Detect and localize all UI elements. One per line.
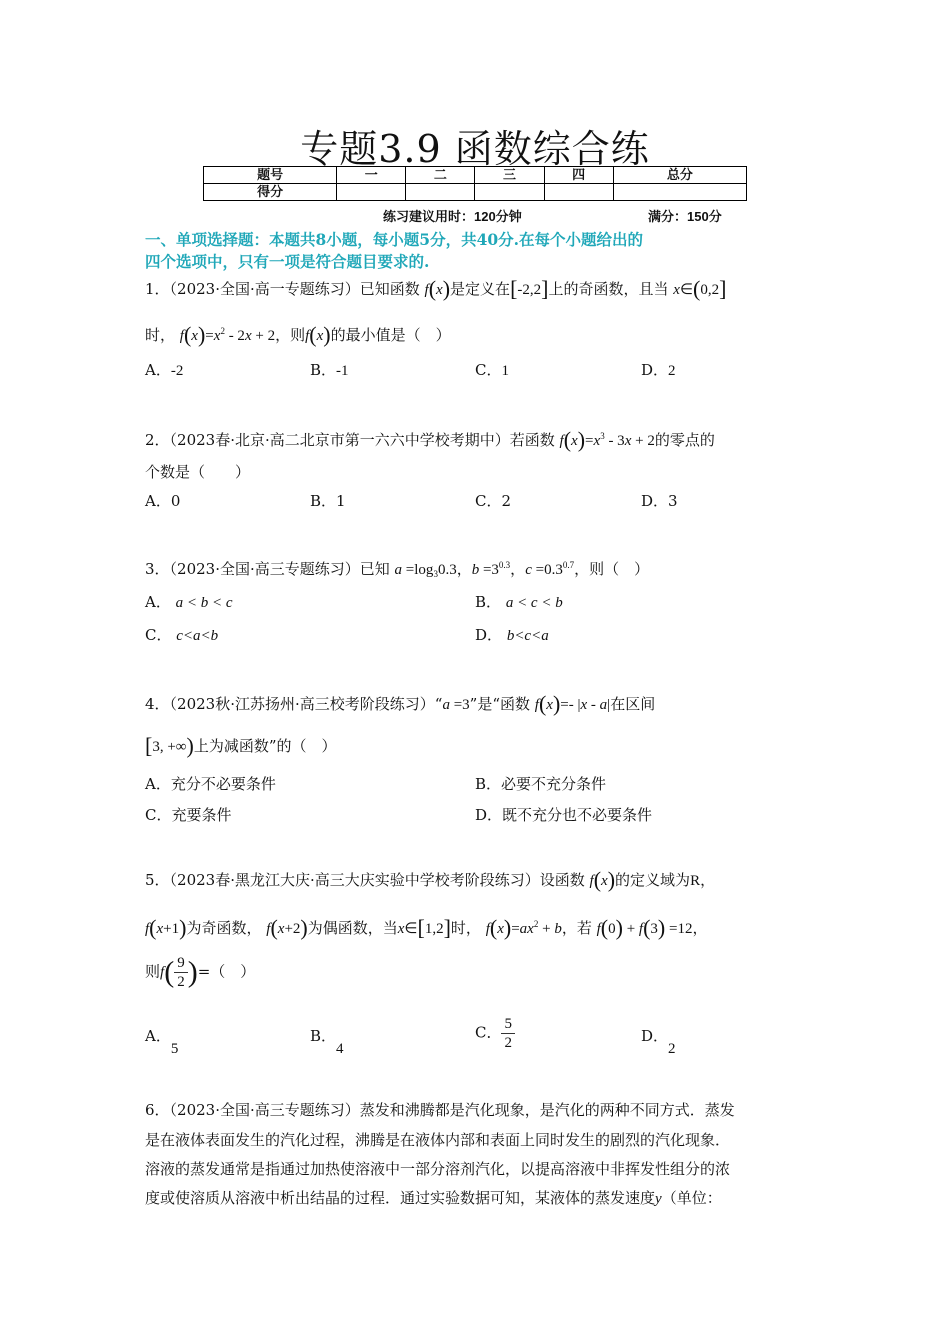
q5-option-c[interactable]: C． $\frac{5}{2}$ — [475, 1015, 515, 1052]
question-5-line1: 5．（2023春·黑龙江大庆·高三大庆实验中学校考阶段练习）设函数 f(x)的定义域为R， — [145, 867, 716, 892]
suggested-time: 练习建议用时：120分钟 — [383, 209, 522, 224]
q5-option-b[interactable]: B．4 — [310, 1027, 344, 1057]
question-2-line1: 2．（2023春·北京·高二北京市第一六六中学校考期中）若函数 $f(x)=x^3 - 3x + 2$的零点的 — [145, 427, 715, 452]
q4-option-d[interactable]: D．既不充分也不必要条件 — [475, 806, 653, 824]
question-5-line2: f(x+1)为奇函数， f(x+2)为偶函数，当x∈[1,2]时， $f(x)=ax^2 + b$，若 f(0) + f(3) =12， — [145, 915, 708, 940]
q4-option-a[interactable]: A．充分不必要条件 — [145, 775, 276, 793]
question-5-line3: 则f( $\frac{9}{2}$ )=（ ） — [145, 955, 256, 990]
question-4-line2: [3, +∞)上为减函数”的（ ） — [145, 733, 337, 758]
page-title: 专题3.9 函数综合练 — [300, 127, 650, 171]
score-table-score-row — [204, 184, 747, 201]
q2-option-c[interactable]: C．2 — [475, 492, 512, 510]
score-input-cell[interactable] — [613, 184, 746, 201]
q4-option-c[interactable]: C．充要条件 — [145, 806, 232, 824]
score-input-cell[interactable] — [406, 184, 475, 201]
question-4-line1: 4．（2023秋·江苏扬州·高三校考阶段练习）“a =3”是“函数 f(x)=- |x - a|在区间 — [145, 691, 656, 716]
q1-option-a[interactable]: A．-2 — [145, 361, 184, 379]
q1-option-c[interactable]: C．1 — [475, 361, 509, 379]
score-cell: 一 — [337, 167, 406, 184]
score-cell: 二 — [406, 167, 475, 184]
question-6-line1: 6．（2023·全国·高三专题练习）蒸发和沸腾都是汽化现象，是汽化的两种不同方式．蒸发 — [145, 1101, 735, 1119]
score-table — [203, 166, 747, 201]
q3-option-d[interactable]: D． b<c<a — [475, 626, 549, 644]
q4-option-b[interactable]: B．必要不充分条件 — [475, 775, 607, 793]
question-6-line4: 度或使溶质从溶液中析出结晶的过程．通过实验数据可知，某液体的蒸发速度y（单位： — [145, 1189, 722, 1207]
q5-option-a[interactable]: A．5 — [145, 1027, 179, 1057]
q3-option-c[interactable]: C． c<a<b — [145, 626, 219, 644]
q3-option-a[interactable]: A． a < b < c — [145, 593, 233, 611]
q1-option-d[interactable]: D．2 — [641, 361, 676, 379]
question-2-line2: 个数是（ ） — [145, 463, 251, 481]
question-1-line1: 1．（2023·全国·高一专题练习）已知函数 f(x)是定义在[-2,2]上的奇函数，且当 x∈(0,2] — [145, 276, 727, 301]
full-score: 满分：150分 — [648, 209, 722, 224]
section-heading-line1: 一、单项选择题：本题共8小题，每小题5分，共40分.在每个小题给出的 — [145, 230, 644, 249]
q2-option-d[interactable]: D．3 — [641, 492, 678, 510]
score-table-header-row — [204, 167, 747, 184]
question-1-line2: 时， $f(x)=x^2 - 2x + 2$，则f(x)的最小值是（ ） — [145, 322, 451, 347]
q5-option-d[interactable]: D．2 — [641, 1027, 676, 1057]
question-3-line1: 3．（2023·全国·高三专题练习）已知 $a =\log_30.3$，$b =3^{0.3}$，$c =0.3^{0.7}$，则（ ） — [145, 560, 650, 579]
question-6-line2: 是在液体表面发生的汽化过程，沸腾是在液体内部和表面上同时发生的剧烈的汽化现象． — [145, 1131, 731, 1149]
q3-option-b[interactable]: B． a < c < b — [475, 593, 563, 611]
q2-option-a[interactable]: A．0 — [145, 492, 181, 510]
score-cell: 三 — [475, 167, 544, 184]
score-input-cell[interactable] — [337, 184, 406, 201]
question-6-line3: 溶液的蒸发通常是指通过加热使溶液中一部分溶剂汽化，以提高溶液中非挥发性组分的浓 — [145, 1160, 731, 1178]
q1-option-b[interactable]: B．-1 — [310, 361, 349, 379]
score-cell: 总分 — [613, 167, 746, 184]
score-cell: 题号 — [204, 167, 337, 184]
q2-option-b[interactable]: B．1 — [310, 492, 346, 510]
score-cell: 四 — [544, 167, 613, 184]
score-cell: 得分 — [204, 184, 337, 201]
score-input-cell[interactable] — [475, 184, 544, 201]
section-heading-line2: 四个选项中，只有一项是符合题目要求的. — [145, 252, 430, 271]
score-input-cell[interactable] — [544, 184, 613, 201]
